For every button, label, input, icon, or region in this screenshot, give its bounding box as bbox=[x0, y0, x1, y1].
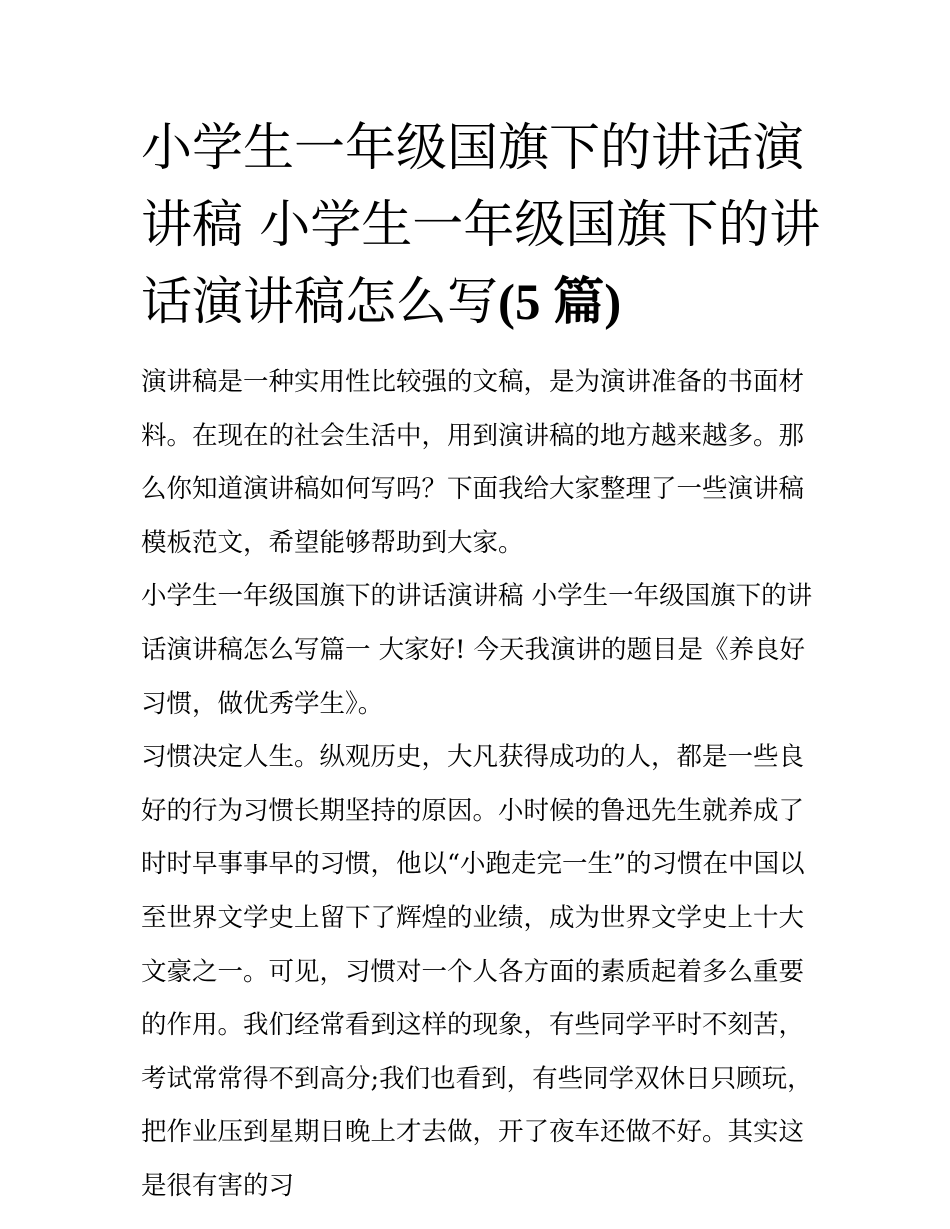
document-body bbox=[141, 356, 817, 1214]
document-title bbox=[141, 110, 831, 342]
paragraph-speech-opening: 小学生一年级国旗下的讲话演讲稿 小学生一年级国旗下的讲话演讲稿怎么写篇一 大家好! 今天我演讲的题目是《养良好习惯，做优秀学生》。 bbox=[141, 581, 813, 719]
paragraph-habits: 习惯决定人生。纵观历史，大凡获得成功的人，都是一些良好的行为习惯长期坚持的原因。小时候的鲁迅先生就养成了时时早事事早的习惯，他以“小跑走完一生”的习惯在中国以至世界文学史上留下了辉煌的业绩，成为世界文学史上十大文豪之一。可见，习惯对一个人各方面的素质起着多么重要的作用。我们经常看到这样的现象，有些同学平时不刻苦，考试常常得不到高分;我们也看到，有些同学双休日只顾玩，把作业压到星期日晚上才去做，开了夜车还做不好。其实这是很有害的习 bbox=[141, 742, 813, 1201]
title-main: 小学生一年级国旗下的讲话演讲稿 小学生一年级国旗下的讲话演讲稿怎么写 bbox=[141, 119, 821, 332]
title-suffix: (5 篇) bbox=[498, 275, 622, 331]
paragraph-intro: 演讲稿是一种实用性比较强的文稿，是为演讲准备的书面材料。在现在的社会生活中，用到演讲稿的地方越来越多。那么你知道演讲稿如何写吗？下面我给大家整理了一些演讲稿模板范文，希望能够帮助到大家。 bbox=[141, 367, 805, 558]
